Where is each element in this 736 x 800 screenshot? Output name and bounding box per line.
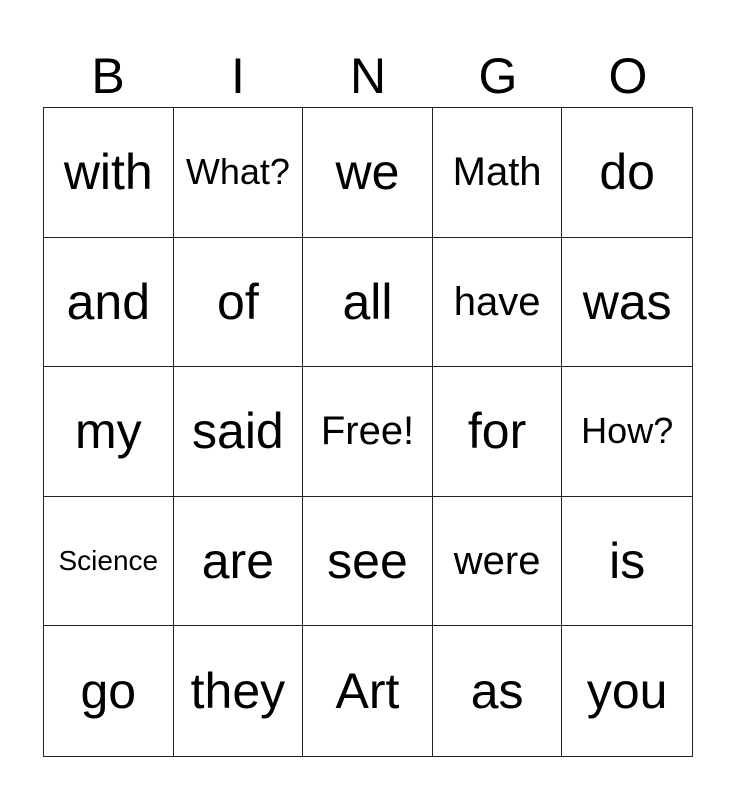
free-space-cell[interactable]: Free! <box>303 367 433 497</box>
header-letter-g: G <box>478 48 518 104</box>
bingo-cell[interactable]: you <box>586 663 668 720</box>
bingo-cell[interactable]: all <box>303 238 433 368</box>
header-letter-n: N <box>349 48 387 104</box>
bingo-cell[interactable]: go <box>44 626 174 756</box>
bingo-cell[interactable]: have <box>433 238 563 368</box>
bingo-cell[interactable]: What? <box>174 108 304 238</box>
bingo-header <box>43 44 693 108</box>
bingo-cell[interactable]: is <box>562 497 692 627</box>
header-letter-i: I <box>231 48 245 104</box>
bingo-cell[interactable]: How? <box>562 367 692 497</box>
bingo-cell[interactable]: and <box>44 238 174 368</box>
bingo-cell[interactable]: was <box>562 238 692 368</box>
bingo-cell[interactable]: for <box>433 367 563 497</box>
bingo-cell[interactable]: they <box>174 626 304 756</box>
bingo-cell[interactable]: do <box>562 108 692 238</box>
bingo-cell[interactable]: my <box>44 367 174 497</box>
bingo-cell[interactable]: as <box>433 626 563 756</box>
bingo-cell[interactable]: Art <box>303 626 433 756</box>
bingo-cell[interactable]: Math <box>433 108 563 238</box>
bingo-cell[interactable]: with <box>44 108 174 238</box>
header-letter-o: O <box>608 48 648 104</box>
bingo-cell[interactable]: we <box>303 108 433 238</box>
bingo-cell[interactable]: were <box>433 497 563 627</box>
bingo-card <box>43 107 693 757</box>
bingo-cell[interactable]: are <box>174 497 304 627</box>
bingo-cell[interactable]: of <box>174 238 304 368</box>
header-letter-b: B <box>91 48 125 104</box>
bingo-cell[interactable]: said <box>174 367 304 497</box>
bingo-cell[interactable]: see <box>303 497 433 627</box>
bingo-cell[interactable]: Science <box>44 497 174 627</box>
